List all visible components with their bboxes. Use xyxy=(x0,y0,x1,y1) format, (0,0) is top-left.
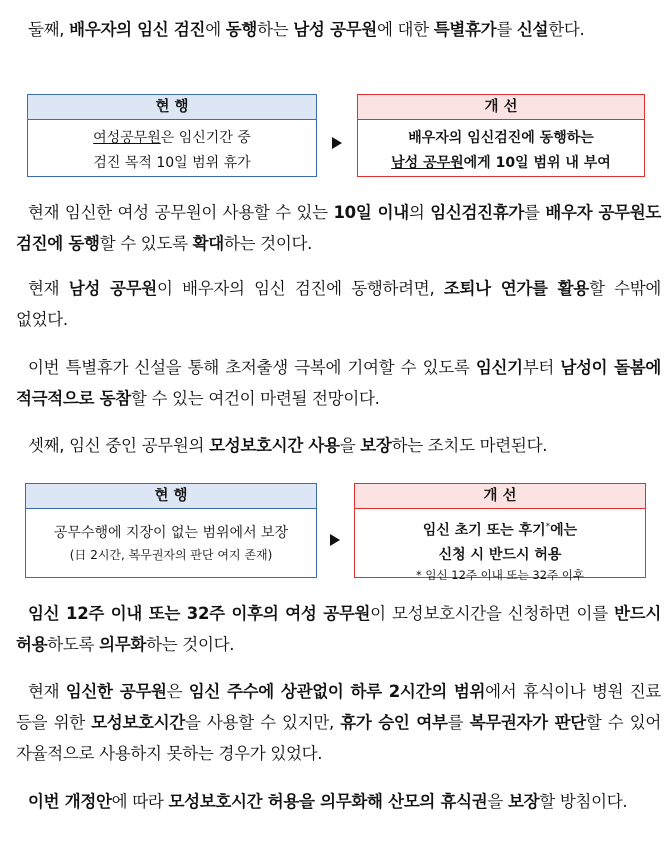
improved-header-1: 개 선 xyxy=(358,95,644,120)
improved-header-2: 개 선 xyxy=(355,484,645,509)
current-header-2: 현 행 xyxy=(26,484,316,509)
paragraph-current-male-officials: 현재 남성 공무원이 배우자의 임신 검진에 동행하려면, 조퇴나 연가를 활용할 수밖에 없었다. xyxy=(16,279,661,329)
paragraph-maternity-time-intro: 셋째, 임신 중인 공무원의 모성보호시간 사용을 보장하는 조치도 마련된다. xyxy=(28,436,548,455)
current-line-1: 여성공무원은 임신기간 중 xyxy=(93,130,251,146)
arrow-right-icon xyxy=(330,534,340,546)
current-line-2: 검진 목적 10일 범위 휴가 xyxy=(93,155,251,171)
paragraph-current-maternity-time: 현재 임신한 공무원은 임신 주수에 상관없이 하루 2시간의 범위에서 휴식이나 병원 진료 등을 위한 모성보호시간을 사용할 수 있지만, 휴가 승인 여부를 복무권자가 판단할 수 있어 자율적으로 사용하지 못하는 경우가 있었다. xyxy=(16,682,661,763)
current-policy-box-2 xyxy=(25,483,317,578)
improved-line-1: 배우자의 임신검진에 동행하는 xyxy=(408,130,594,146)
paragraph-checkup-leave-extension: 현재 임신한 여성 공무원이 사용할 수 있는 10일 이내의 임신검진휴가를 배우자 공무원도 검진에 동행할 수 있도록 확대하는 것이다. xyxy=(16,203,661,253)
current-line-4: (日 2시간, 복무권자의 판단 여지 존재) xyxy=(69,548,273,562)
improved-policy-box-1 xyxy=(357,94,645,177)
current-policy-box-1 xyxy=(27,94,317,177)
current-line-3: 공무수행에 지장이 없는 범위에서 보장 xyxy=(53,525,289,541)
paragraph-low-birthrate-outlook: 이번 특별휴가 신설을 통해 초저출생 극복에 기여할 수 있도록 임신기부터 남성이 돌봄에 적극적으로 동참할 수 있는 여건이 마련될 전망이다. xyxy=(16,358,661,408)
paragraph-paternity-leave-intro: 둘째, 배우자의 임신 검진에 동행하는 남성 공무원에 대한 특별휴가를 신설한다. xyxy=(28,20,585,39)
arrow-right-icon xyxy=(332,137,342,149)
paragraph-mandatory-approval: 임신 12주 이내 또는 32주 이후의 여성 공무원이 모성보호시간을 신청하면 이를 반드시 허용하도록 의무화하는 것이다. xyxy=(16,604,661,654)
improved-footnote: * 임신 12주 이내 또는 32주 이후 xyxy=(415,567,585,582)
paragraph-amendment-plan: 이번 개정안에 따라 모성보호시간 허용을 의무화해 산모의 휴식권을 보장할 방침이다. xyxy=(28,792,628,811)
current-header-1: 현 행 xyxy=(28,95,316,120)
improved-line-2: 남성 공무원에게 10일 범위 내 부여 xyxy=(391,155,611,171)
improved-policy-box-2 xyxy=(354,483,646,582)
improved-line-3: 임신 초기 또는 후기*에는 xyxy=(422,522,578,539)
improved-line-4: 신청 시 반드시 허용 xyxy=(438,546,562,563)
